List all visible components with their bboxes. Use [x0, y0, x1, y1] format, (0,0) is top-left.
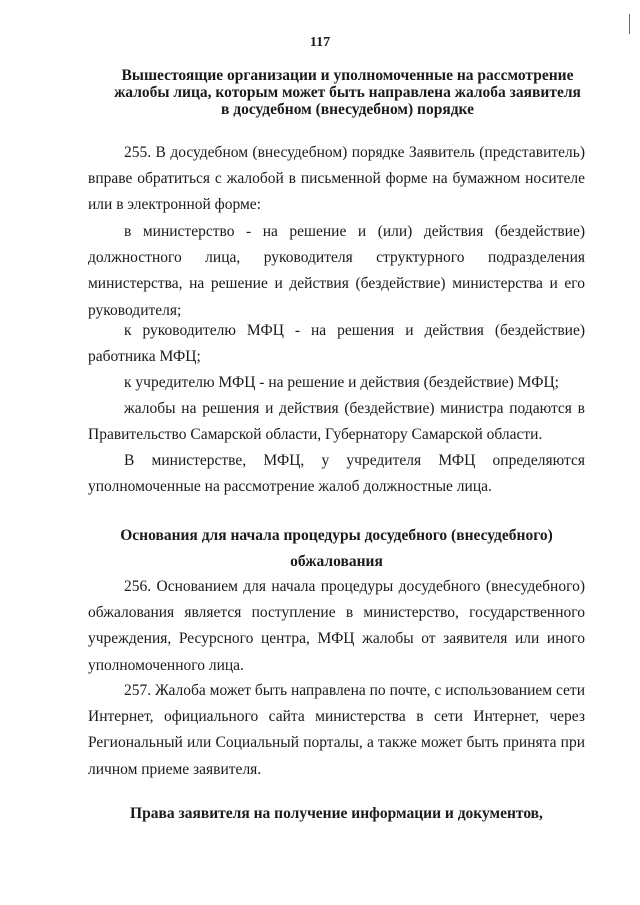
- paragraph-257: 257. Жалоба может быть направлена по почте, с использованием сети Интернет, официального сайта министерства в сети Интернет, через Региональный или Социальный порталы, а также может быть принята при личном приеме заявителя.: [88, 682, 585, 778]
- paragraph-mfc-head: к руководителю МФЦ - на решения и действия (бездействие) работника МФЦ;: [88, 322, 585, 366]
- section-heading-grounds: Основания для начала процедуры досудебного (внесудебного) обжалования: [120, 527, 553, 570]
- paragraph-minister-complaints: жалобы на решения и действия (бездействие) министра подаются в Правительство Самарской области, Губернатору Самарской области.: [88, 400, 585, 444]
- section-heading-applicant-rights: Права заявителя на получение информации и документов,: [130, 805, 543, 822]
- paragraph-mfc-founder: к учредителю МФЦ - на решение и действия (бездействие) МФЦ;: [124, 374, 559, 391]
- paragraph-ministry: в министерство - на решение и (или) действия (бездействие) должностного лица, руководителя структурного подразделения министерства, на решение и действия (бездействие) министерства и его руководителя;: [88, 223, 585, 319]
- paragraph-256: 256. Основанием для начала процедуры досудебного (внесудебного) обжалования является поступление в министерство, государственного учреждения, Ресурсного центра, МФЦ жалобы от заявителя или иного уполномоченного лица.: [88, 578, 585, 674]
- page-number: 117: [309, 35, 331, 50]
- paragraph-255: 255. В досудебном (внесудебном) порядке Заявитель (представитель) вправе обратиться с жалобой в письменной форме на бумажном носителе или в электронной форме:: [88, 144, 585, 214]
- section-heading-higher-authorities: Вышестоящие организации и уполномоченные на рассмотрение жалобы лица, которым может быть направлена жалоба заявителя в досудебном (внесудебном) порядке: [114, 67, 581, 118]
- scan-edge-mark: [629, 14, 630, 34]
- paragraph-authorized-officials: В министерстве, МФЦ, у учредителя МФЦ определяются уполномоченные на рассмотрение жалоб должностные лица.: [88, 452, 585, 496]
